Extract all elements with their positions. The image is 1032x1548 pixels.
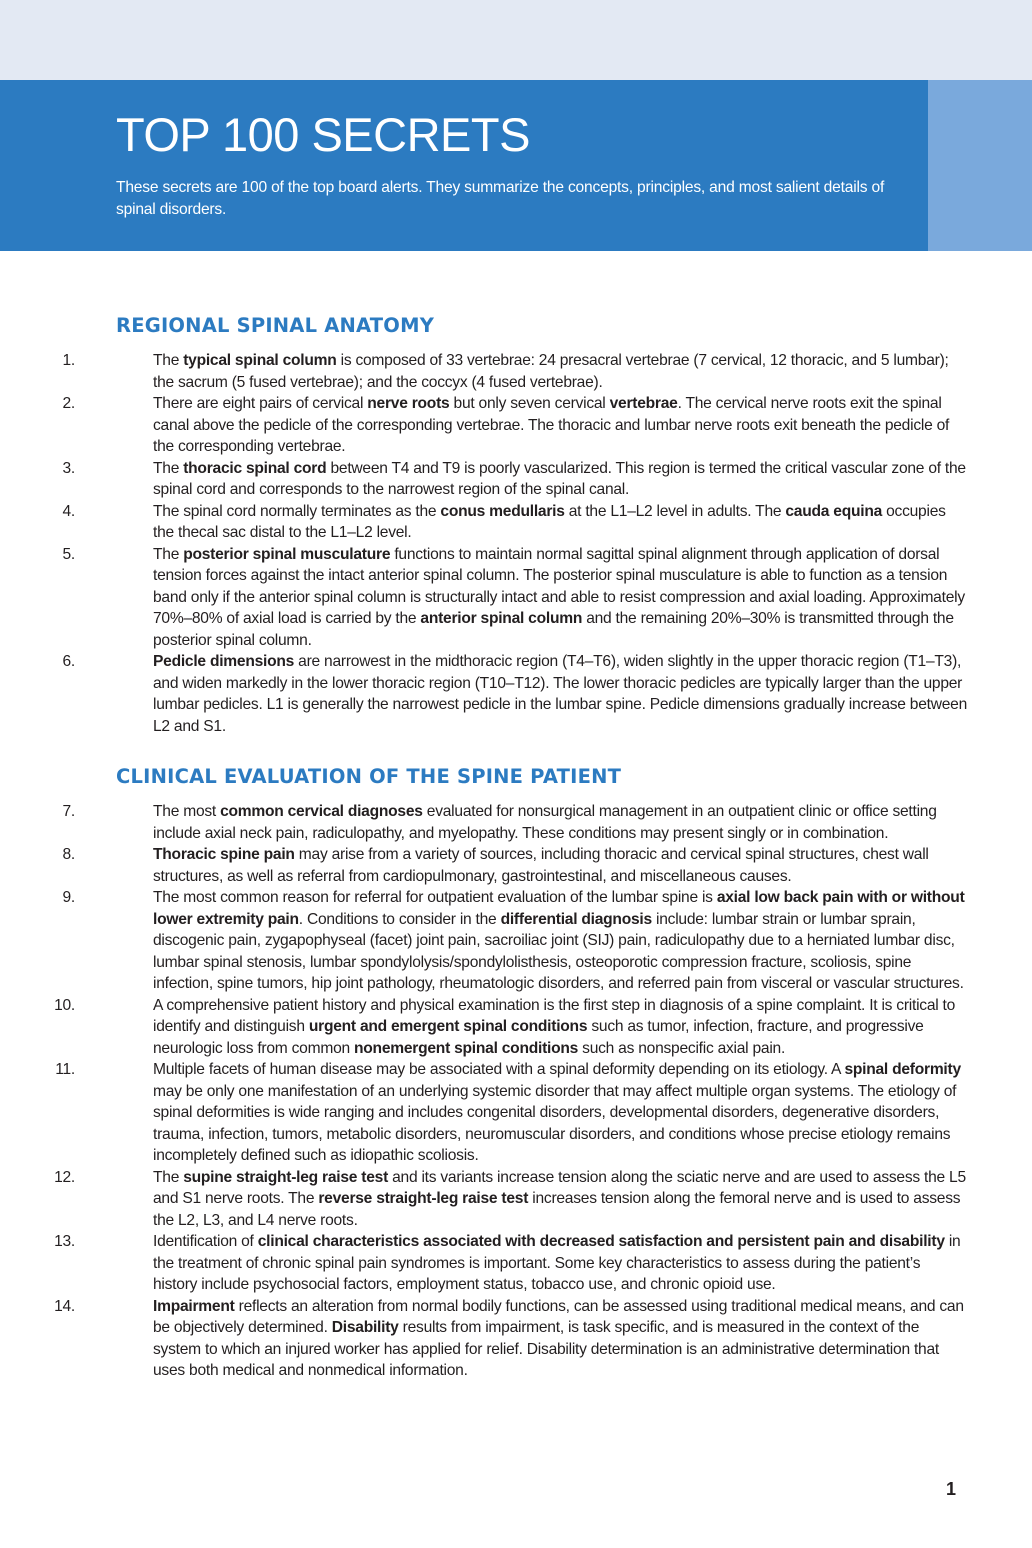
item-text [153, 997, 955, 1057]
list-item [0, 844, 968, 887]
list-item [0, 995, 968, 1060]
item-number: 2. [62, 395, 75, 412]
page-number: 1 [946, 1479, 957, 1499]
item-text [153, 1298, 964, 1380]
text-run: results from impairment, is task specific, and is measured in the context of the system to which an injured worker has applied for relief. Disability determination is an administrative determination that uses both medical and nonmedical information. [153, 1319, 939, 1379]
item-text [153, 1233, 960, 1293]
text-run: are narrowest in the midthoracic region (T4–T6), widen slightly in the upper thoracic region (T1–T3), and widen markedly in the lower thoracic region (T10–T12). The lower thoracic pedicles are typically larger than the upper lumbar pedicles. L1 is generally the narrowest pedicle in the lumbar spine. Pedicle dimensions gradually increase between L2 and S1. [153, 653, 968, 735]
bold-term: urgent and emergent spinal conditions [308, 1018, 588, 1035]
list-item [0, 1296, 968, 1382]
secrets-list-regional-anatomy [0, 350, 1032, 737]
item-text [153, 653, 967, 735]
bold-term: differential diagnosis [500, 910, 652, 928]
item-number: 10. [54, 996, 75, 1014]
text-run: The [153, 459, 184, 477]
bold-term: posterior spinal musculature [183, 545, 391, 563]
text-run: at the L1–L2 level in adults. The [564, 502, 786, 520]
text-run: and its variants increase tension along the sciatic nerve and are used to assess the L5 and S1 nerve roots. The [153, 1168, 966, 1207]
item-number: 7. [62, 803, 75, 820]
text-run: Identification of [153, 1233, 258, 1250]
bold-term: Pedicle dimensions [153, 653, 295, 670]
item-number: 5. [62, 545, 75, 563]
item-number: 13. [54, 1233, 75, 1250]
bold-term: axial low back pain with or without lower extremity pain [153, 889, 965, 928]
bold-term: common cervical diagnoses [220, 803, 423, 820]
item-text [153, 1169, 966, 1229]
text-run: in the treatment of chronic spinal pain syndromes is important. Some key characteristics to assess during the patient’s history include psychosocial factors, employment status, tobacco use, and chronic opioid use. [153, 1233, 961, 1293]
secrets-list-clinical-evaluation [0, 801, 1032, 1382]
bold-term: conus medullaris [440, 502, 565, 520]
bold-term: typical spinal column [183, 352, 337, 369]
bold-term: Disability [331, 1319, 399, 1336]
text-run: reflects an alteration from normal bodily functions, can be assessed using traditional medical means, and can be objectively determined. [153, 1297, 964, 1336]
text-run: is composed of 33 vertebrae: 24 presacral vertebrae (7 cervical, 12 thoracic, and 5 lumbar); the sacrum (5 fused vertebrae); and the coccyx (4 fused vertebrae). [153, 352, 949, 391]
list-item [0, 887, 968, 995]
text-run: The spinal cord normally terminates as the [153, 502, 441, 520]
text-run: There are eight pairs of cervical [153, 395, 368, 412]
text-run: The most common reason for referral for outpatient evaluation of the lumbar spine is [153, 889, 717, 906]
bold-term: Impairment [153, 1297, 235, 1315]
header-band [0, 0, 1032, 80]
item-number: 1. [62, 352, 75, 369]
list-item [0, 350, 968, 393]
item-number: 6. [62, 653, 75, 670]
list-item [0, 1231, 968, 1296]
title-banner [0, 80, 928, 251]
list-item [0, 801, 968, 844]
item-text [153, 395, 949, 455]
text-run: such as nonspecific axial pain. [578, 1039, 786, 1057]
item-text [153, 546, 965, 649]
text-run: such as tumor, infection, fracture, and progressive neurologic loss from common [153, 1018, 924, 1057]
list-item [0, 393, 968, 458]
text-run: occupies the thecal sac distal to the L1–L2 level. [153, 502, 946, 541]
text-run: evaluated for nonsurgical management in an outpatient clinic or office setting include axial neck pain, radiculopathy, and myelopathy. These conditions may present singly or in combination. [153, 803, 937, 842]
list-item [0, 544, 968, 652]
list-item [0, 1059, 968, 1167]
text-run: . Conditions to consider in the [298, 910, 501, 928]
text-run: may be only one manifestation of an underlying systemic disorder that may affect multiple organ systems. The etiology of spinal deformities is wide ranging and includes congenital disorders, developmental disorders, degenerative disorders, trauma, infection, tumors, metabolic disorders, neuromuscular disorders, and conditions whose precise etiology remains incompletely defined such as idiopathic scoliosis. [153, 1082, 957, 1164]
text-run: functions to maintain normal sagittal spinal alignment through application of dorsal tension forces against the intact anterior spinal column. The posterior spinal musculature is able to function as a tension band only if the anterior spinal column is structurally intact and able to resist compression and axial loading. Approximately 70%–80% of axial load is carried by the [153, 545, 965, 627]
item-text [153, 846, 929, 885]
page-subtitle: These secrets are 100 of the top board alerts. They summarize the concepts, principles, and most salient details of spinal disorders. [116, 179, 885, 218]
text-run: The [153, 1168, 184, 1186]
text-run: A comprehensive patient history and physical examination is the first step in diagnosis of a spine complaint. It is critical to identify and distinguish [153, 996, 956, 1035]
text-run: and the remaining 20%–30% is transmitted through the posterior spinal column. [153, 610, 954, 649]
list-item [0, 458, 968, 501]
item-text [153, 803, 937, 842]
section-heading-clinical-evaluation: CLINICAL EVALUATION OF THE SPINE PATIENT [116, 765, 622, 788]
text-run: The [153, 545, 184, 563]
bold-term: clinical characteristics associated with decreased satisfaction and persistent pain and disability [257, 1233, 945, 1250]
bold-term: reverse straight-leg raise test [318, 1190, 529, 1207]
bold-term: nonemergent spinal conditions [354, 1039, 579, 1057]
bold-term: cauda equina [785, 502, 883, 520]
text-run: but only seven cervical [449, 395, 610, 412]
item-number: 3. [62, 459, 75, 477]
list-item [0, 501, 968, 544]
bold-term: anterior spinal column [420, 610, 583, 627]
bold-term: thoracic spinal cord [183, 459, 327, 477]
text-run: . The cervical nerve roots exit the spinal canal above the pedicle of the corresponding vertebrae. The thoracic and lumbar nerve roots exit beneath the pedicle of the corresponding vertebrae. [153, 395, 950, 455]
page-title: TOP 100 SECRETS [116, 108, 530, 161]
text-run: may arise from a variety of sources, including thoracic and cervical spinal structures, chest wall structures, as well as referral from cardiopulmonary, gastrointestinal, and miscellaneous causes. [153, 846, 929, 885]
title-banner-side-block [928, 80, 1032, 251]
bold-term: supine straight-leg raise test [183, 1168, 389, 1186]
list-item [0, 651, 968, 737]
item-number: 8. [62, 846, 75, 863]
text-run: between T4 and T9 is poorly vascularized. This region is termed the critical vascular zone of the spinal cord and corresponds to the narrowest region of the spinal canal. [153, 459, 966, 498]
item-number: 14. [54, 1297, 75, 1315]
item-number: 4. [62, 502, 75, 520]
text-run: Multiple facets of human disease may be associated with a spinal deformity depending on its etiology. A [153, 1061, 845, 1078]
item-text [153, 352, 949, 391]
section-heading-regional-anatomy: REGIONAL SPINAL ANATOMY [116, 314, 435, 337]
item-number: 9. [62, 889, 75, 906]
bold-term: Thoracic spine pain [153, 846, 295, 863]
text-run: The [153, 352, 184, 369]
item-text [153, 1061, 961, 1164]
item-text [153, 889, 965, 992]
item-number: 11. [55, 1061, 75, 1078]
item-text [153, 460, 966, 499]
bold-term: spinal deformity [844, 1061, 961, 1078]
bold-term: vertebrae [609, 395, 678, 412]
item-number: 12. [54, 1168, 75, 1186]
item-text [153, 503, 946, 542]
list-item [0, 1167, 968, 1232]
text-run: include: lumbar strain or lumbar sprain, discogenic pain, zygapophyseal (facet) joint pain, sacroiliac joint (SIJ) pain, radiculopathy due to a herniated lumbar disc, lumbar spinal stenosis, lumbar spondylolysis/spondylolisthesis, osteoporotic compression fracture, scoliosis, spine infection, spine tumors, hip joint pathology, rheumatologic disorders, and referred pain from visceral or vascular structures. [153, 910, 964, 992]
text-run: The most [153, 803, 221, 820]
bold-term: nerve roots [367, 395, 450, 412]
text-run: increases tension along the femoral nerve and is used to assess the L2, L3, and L4 nerve roots. [153, 1190, 961, 1229]
